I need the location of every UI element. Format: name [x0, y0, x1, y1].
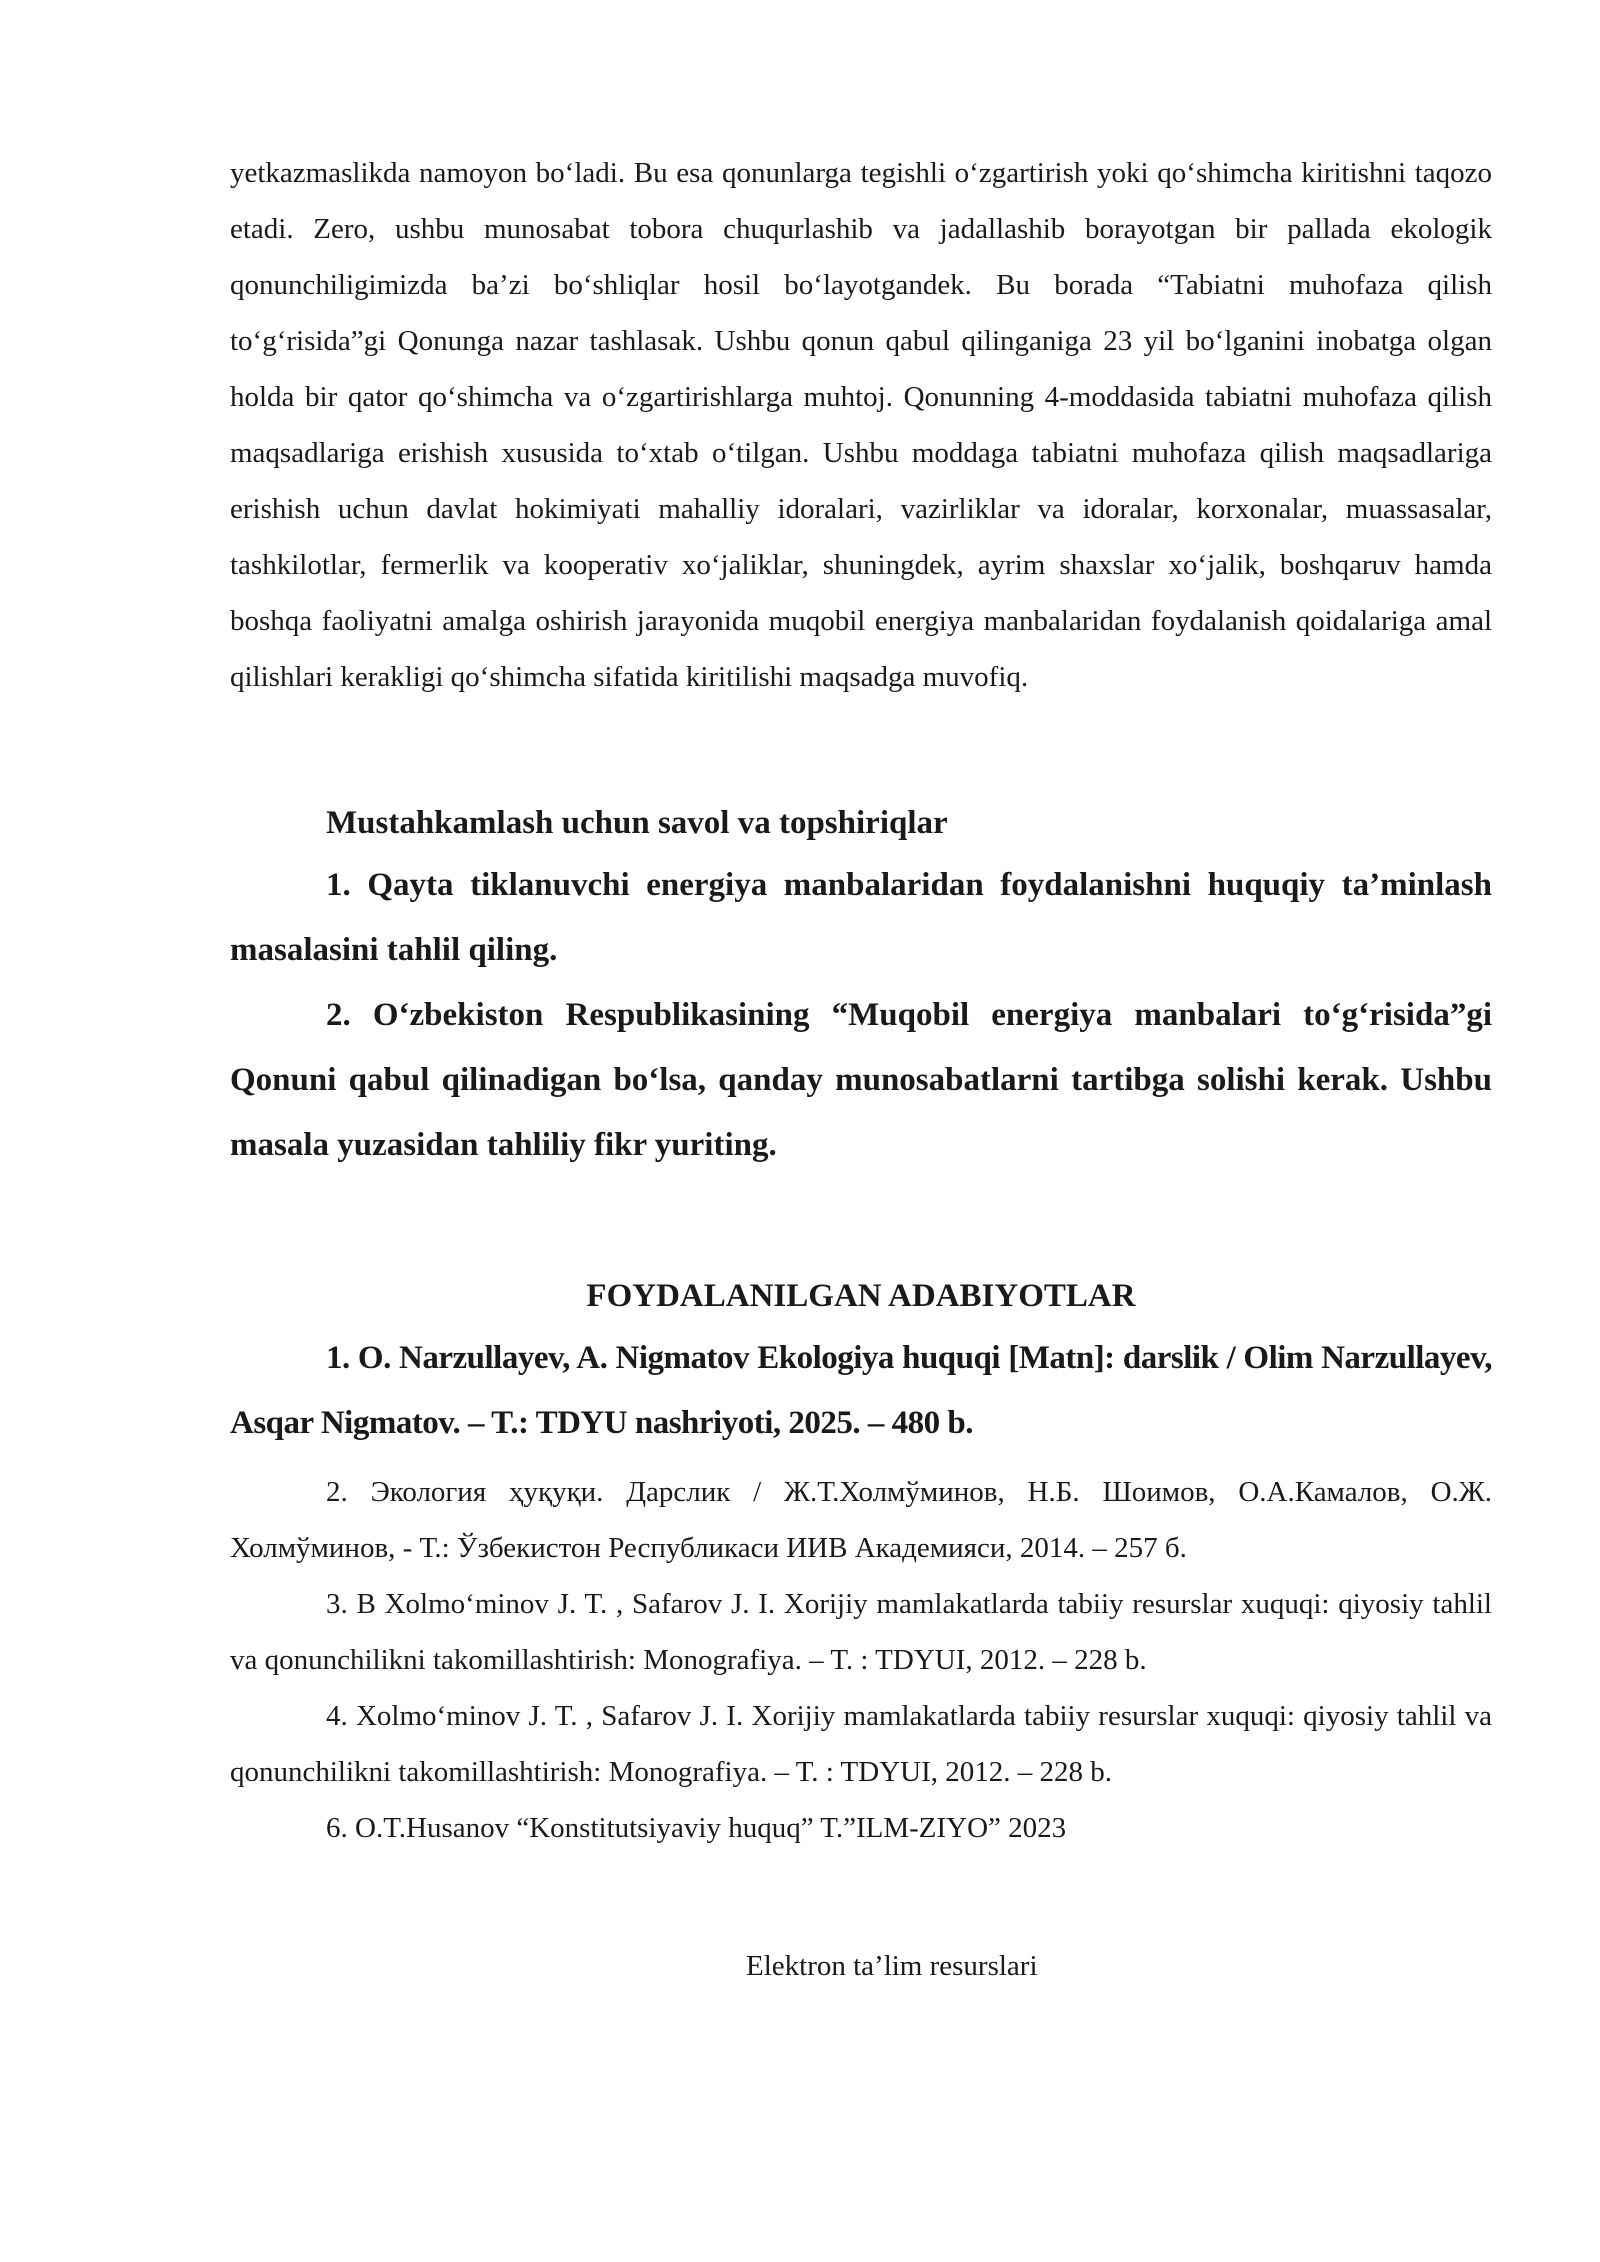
reference-item: 4. Xolmo‘minov J. T. , Safarov J. I. Xorijiy mamlakatlarda tabiiy resurslar xuquqi: qiyosiy tahlil va qonunchilikni takomillashtirish: Monografiya. – T. : TDYUI, 2012. – 228 b. — [230, 1700, 1492, 1788]
references-title: FOYDALANILGAN ADABIYOTLAR — [586, 1278, 1136, 1314]
body-paragraph: yetkazmaslikda namoyon bo‘ladi. Bu esa qonunlarga tegishli o‘zgartirish yoki qo‘shimcha kiritishni taqozo etadi. Zero, ushbu munosabat tobora chuqurlashib va jadallashib borayotgan bir pallada ekologik qonunchiligimizda ba’zi bo‘shliqlar hosil bo‘layotgandek. Bu borada “Tabiatni muhofaza qilish to‘g‘risida”gi Qonunga nazar tashlasak. Ushbu qonun qabul qilinganiga 23 yil bo‘lganini inobatga olgan holda bir qator qo‘shimcha va o‘zgartirishlarga muhtoj. Qonunning 4-moddasida tabiatni muhofaza qilish maqsadlariga erishish xususida to‘xtab o‘tilgan. Ushbu moddaga tabiatni muhofaza qilish maqsadlariga erishish uchun davlat hokimiyati mahalliy idoralari, vazirliklar va idoralar, korxonalar, muassasalar, tashkilotlar, fermerlik va kooperativ xo‘jaliklar, shuningdek, ayrim shaxslar xo‘jalik, boshqaruv hamda boshqa faoliyatni amalga oshirish jarayonida muqobil energiya manbalaridan foydalanish qoidalariga amal qilishlari kerakligi qo‘shimcha sifatida kiritilishi maqsadga muvofiq. — [230, 157, 1492, 693]
reference-item: 2. Экология ҳуқуқи. Дарслик / Ж.Т.Холмўминов, Н.Б. Шоимов, О.А.Камалов, О.Ж. Холмўминов, - Т.: Ўзбекистон Республикаси ИИВ Академияси, 2014. – 257 б. — [230, 1476, 1492, 1564]
references-section — [230, 1266, 1492, 1856]
electronic-resources-heading: Elektron ta’lim resurslari — [746, 1950, 1038, 1982]
question-item: 1. Qayta tiklanuvchi energiya manbalaridan foydalanishni huquqiy ta’minlash masalasini tahlil qiling. — [230, 867, 1492, 968]
document-page — [230, 145, 1492, 1994]
questions-heading: Mustahkamlash uchun savol va topshiriqlar — [326, 805, 948, 841]
reference-item: 6. O.T.Husanov “Konstitutsiyaviy huquq” T.”ILM-ZIYO” 2023 — [326, 1812, 1067, 1844]
questions-section — [230, 793, 1492, 1178]
question-item: 2. O‘zbekiston Respublikasining “Muqobil energiya manbalari to‘g‘risida”gi Qonuni qabul qilinadigan bo‘lsa, qanday munosabatlarni tartibga solishi kerak. Ushbu masala yuzasidan tahliliy fikr yuriting. — [230, 997, 1492, 1163]
reference-item: 3. В Xolmo‘minov J. T. , Safarov J. I. Xorijiy mamlakatlarda tabiiy resurslar xuquqi: qiyosiy tahlil va qonunchilikni takomillashtirish: Monografiya. – T. : TDYUI, 2012. – 228 b. — [230, 1588, 1492, 1676]
reference-item: 1. O. Narzullayev, A. Nigmatov Ekologiya huquqi [Matn]: darslik / Olim Narzullayev, Asqar Nigmatov. – T.: TDYU nashriyoti, 2025. – 480 b. — [230, 1340, 1492, 1441]
